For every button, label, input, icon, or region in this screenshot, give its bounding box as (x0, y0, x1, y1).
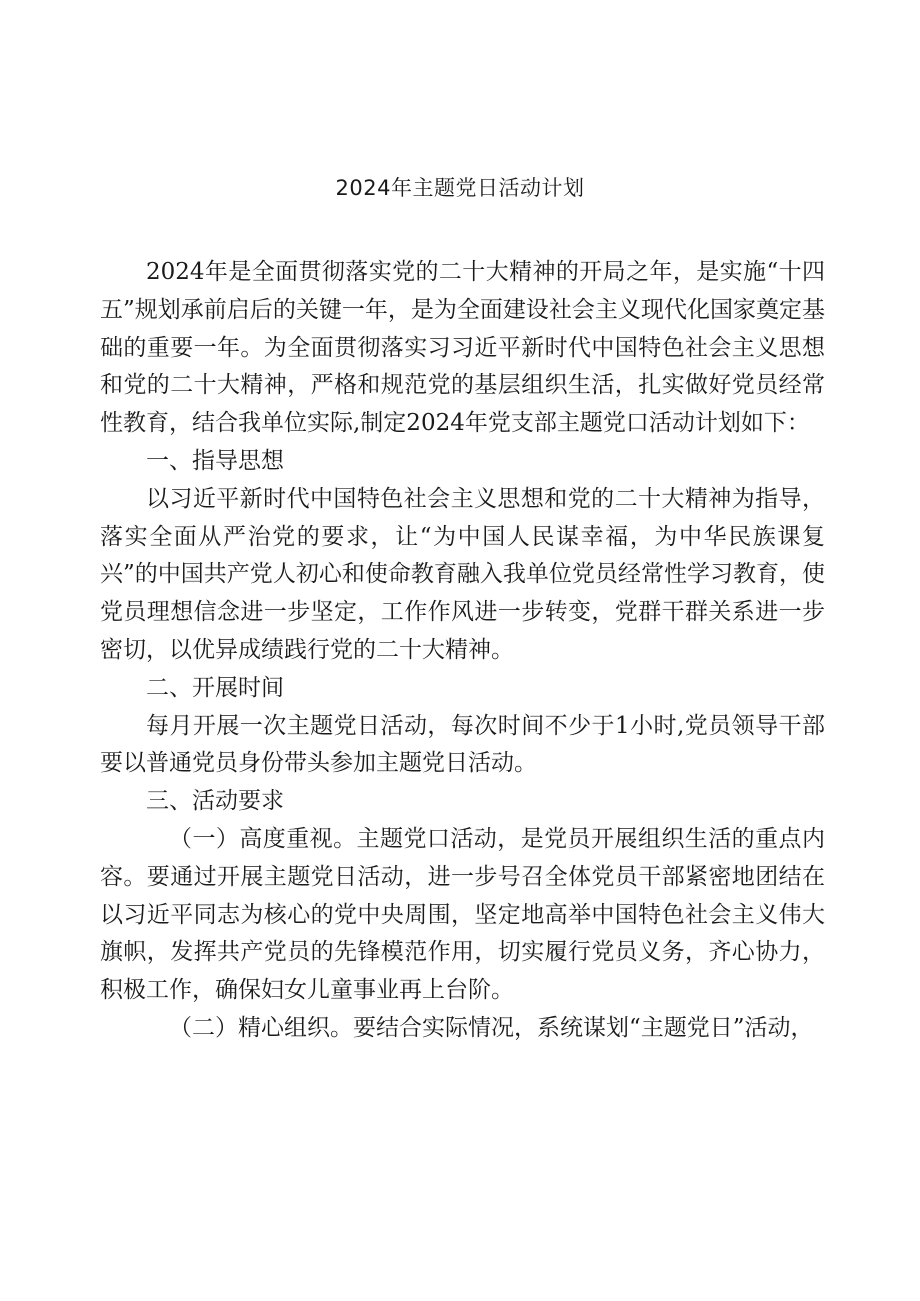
requirement-item-2: （二）精心组织。要结合实际情况，系统谋划“主题党日”活动， (169, 1014, 814, 1041)
section-heading-guiding-ideology: 一、指导思想 (146, 447, 284, 474)
document-title: 2024年主题党日活动计划 (335, 176, 585, 200)
guiding-ideology-paragraph: 以习近平新时代中国特色社会主义思想和党的二十大精神为指导，落实全面从严治党的要求，让“为中国人民谋幸福，为中华民族课复兴”的中国共产党人初心和使命教育融入我单位党员经常性学习教育，使党员理想信念进一步坚定，工作作风进一步转变，党群干群关系进一步密切，以优异成绩践行党的二十大精神。 (100, 485, 825, 663)
section-heading-schedule: 二、开展时间 (146, 674, 284, 701)
schedule-paragraph: 每月开展一次主题党日活动，每次时间不少于1小时,党员领导干部要以普通党员身份带头参加主题党日活动。 (100, 712, 825, 777)
intro-paragraph: 2024年是全面贯彻落实党的二十大精神的开局之年，是实施“十四五”规划承前启后的关键一年，是为全面建设社会主义现代化国家奠定基础的重要一年。为全面贯彻落实习习近平新时代中国特色社会主义思想和党的二十大精神，严格和规范党的基层组织生活，扎实做好党员经常性教育，结合我单位实际,制定2024年党支部主题党口活动计划如下： (100, 259, 825, 437)
requirement-item-1: （一）高度重视。主题党口活动，是党员开展组织生活的重点内容。要通过开展主题党日活动，进一步号召全体党员干部紧密地团结在以习近平同志为核心的党中央周围，坚定地高举中国特色社会主义伟大旗帜，发挥共产党员的先锋模范作用，切实履行党员义务，齐心协力，积极工作，确保妇女儿童事业再上台阶。 (100, 825, 825, 1004)
document-body (100, 254, 825, 1048)
section-heading-requirements: 三、活动要求 (146, 788, 284, 815)
